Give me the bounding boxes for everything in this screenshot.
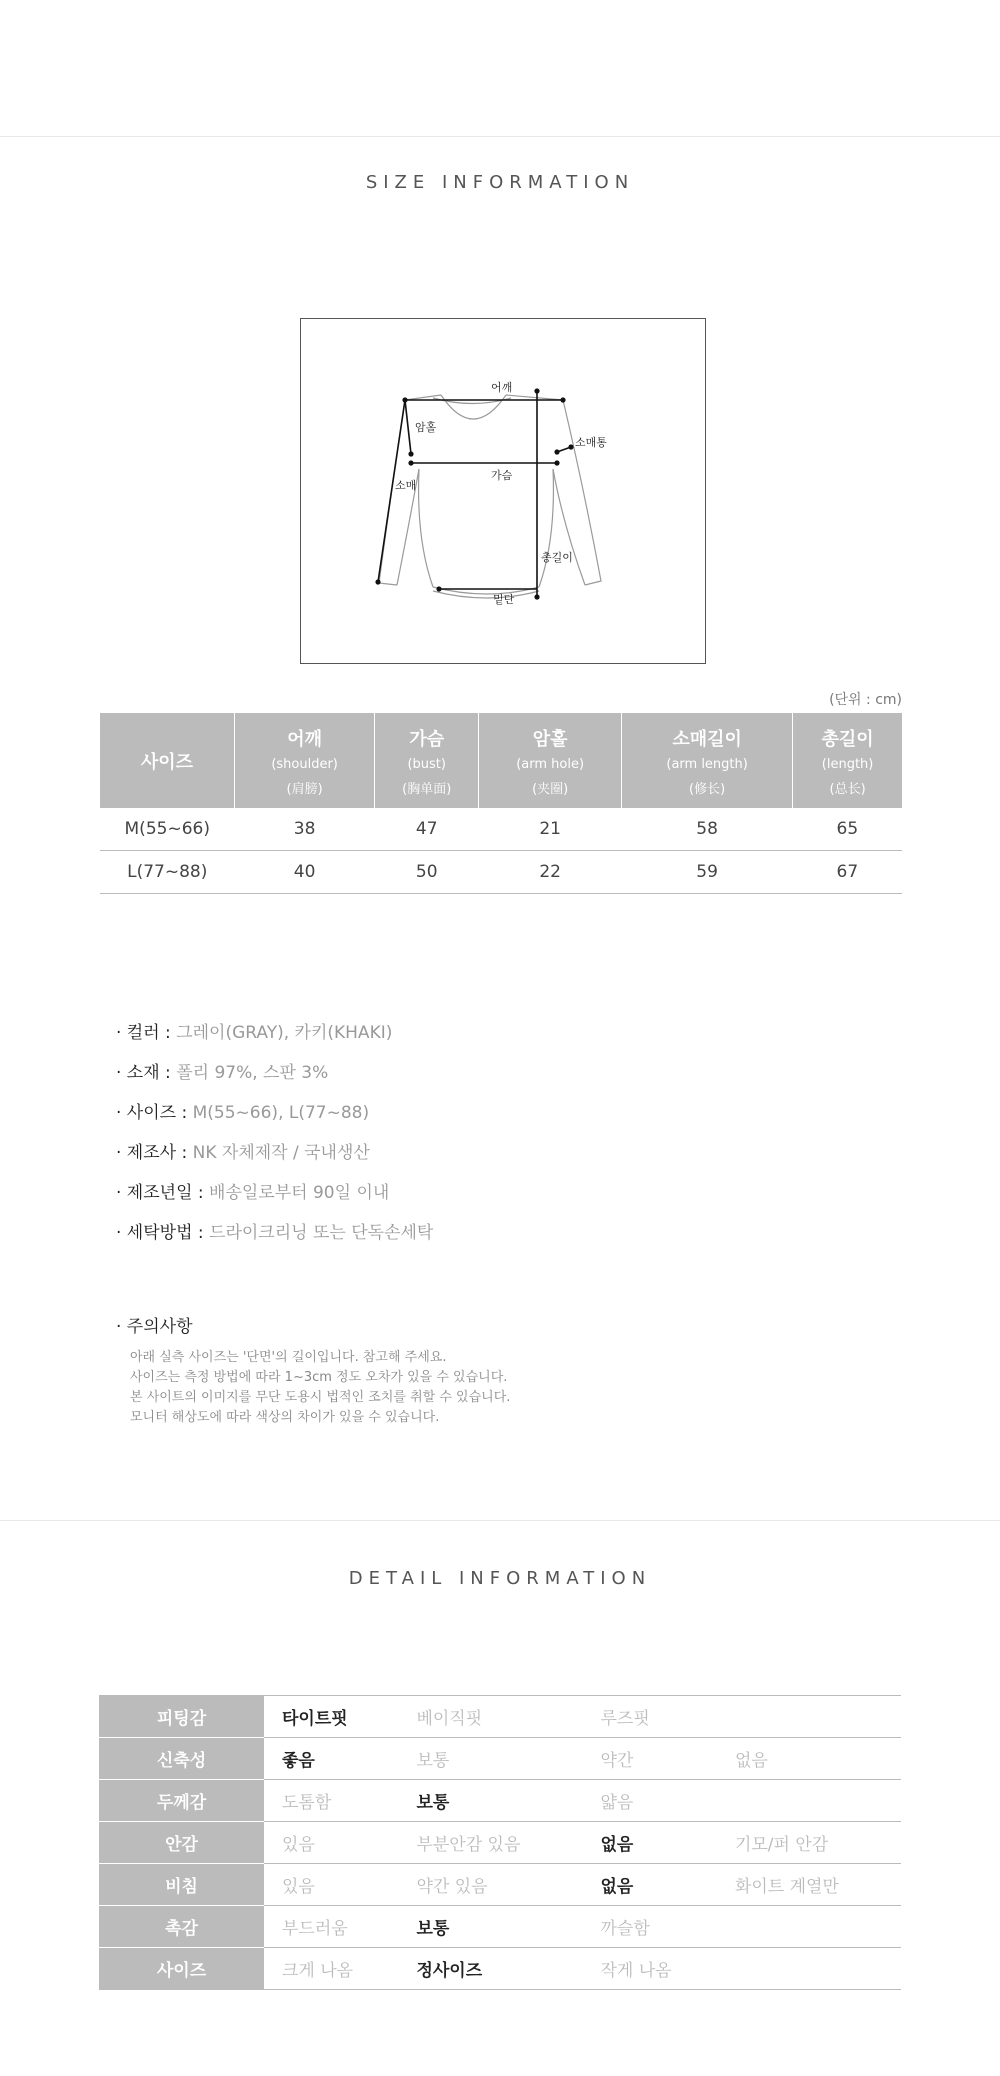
diagram-label-armhole: 암홀: [415, 421, 437, 434]
notes-title: · 주의사항: [116, 1317, 193, 1337]
detail-row: [99, 1780, 901, 1822]
detail-option: 도톰함: [264, 1780, 398, 1822]
diagram-label-bust: 가슴: [491, 469, 513, 482]
size-row-m: [100, 808, 902, 851]
detail-row: [99, 1696, 901, 1738]
detail-option: 얇음: [582, 1780, 716, 1822]
note-line: 사이즈는 측정 방법에 따라 1~3cm 정도 오차가 있을 수 있습니다.: [130, 1370, 508, 1385]
detail-row: [99, 1864, 901, 1906]
size-value: 21: [479, 808, 622, 851]
note-line: 본 사이트의 이미지를 무단 도용시 법적인 조치를 취할 수 있습니다.: [130, 1390, 511, 1405]
detail-row-label: 안감: [99, 1822, 264, 1864]
size-value: 59: [622, 851, 793, 894]
detail-option: 있음: [264, 1822, 398, 1864]
detail-option: 약간: [582, 1738, 716, 1780]
size-row-l: [100, 851, 902, 894]
size-value: 47: [375, 808, 479, 851]
size-value: 40: [235, 851, 375, 894]
detail-option: 크게 나옴: [264, 1948, 398, 1990]
detail-option: [717, 1906, 901, 1948]
detail-option: 루즈핏: [582, 1696, 716, 1738]
detail-option: [717, 1948, 901, 1990]
size-table: [100, 713, 902, 894]
size-table-header: [100, 713, 902, 808]
diagram-label-sleeve-opening: 소매통: [575, 436, 607, 449]
detail-row-label: 두께감: [99, 1780, 264, 1822]
detail-option-selected: 보통: [398, 1906, 582, 1948]
top-divider: [0, 136, 1000, 137]
note-line: 아래 실측 사이즈는 '단면'의 길이입니다. 참고해 주세요.: [130, 1350, 447, 1365]
middle-divider: [0, 1520, 1000, 1521]
info-manufacture-date: · 제조년일 : 배송일로부터 90일 이내: [116, 1183, 390, 1203]
size-value: 58: [622, 808, 793, 851]
detail-option-selected: 정사이즈: [398, 1948, 582, 1990]
size-name: L(77~88): [100, 851, 235, 894]
size-header-arm-length: 소매길이 (arm length) (修长): [622, 713, 793, 808]
size-value: 65: [793, 808, 902, 851]
detail-option-selected: 없음: [582, 1864, 716, 1906]
detail-option: 약간 있음: [398, 1864, 582, 1906]
detail-option-selected: 좋음: [264, 1738, 398, 1780]
detail-row-label: 사이즈: [99, 1948, 264, 1990]
size-value: 38: [235, 808, 375, 851]
detail-option: 화이트 계열만: [717, 1864, 901, 1906]
detail-row-label: 피팅감: [99, 1696, 264, 1738]
detail-option: 있음: [264, 1864, 398, 1906]
size-header-corner: 사이즈: [100, 713, 235, 808]
size-value: 22: [479, 851, 622, 894]
detail-section-title: DETAIL INFORMATION: [348, 1568, 652, 1589]
detail-option: 보통: [398, 1738, 582, 1780]
detail-row-label: 비침: [99, 1864, 264, 1906]
detail-option: 없음: [717, 1738, 901, 1780]
detail-option-selected: 없음: [582, 1822, 716, 1864]
size-value: 50: [375, 851, 479, 894]
detail-option: [717, 1696, 901, 1738]
detail-row: [99, 1738, 901, 1780]
detail-option: 부분안감 있음: [398, 1822, 582, 1864]
detail-row: [99, 1906, 901, 1948]
unit-label: (단위 : cm): [829, 692, 902, 708]
size-section-title: SIZE INFORMATION: [365, 172, 635, 193]
detail-option: 부드러움: [264, 1906, 398, 1948]
info-washing: · 세탁방법 : 드라이크리닝 또는 단독손세탁: [116, 1223, 434, 1243]
detail-row-label: 촉감: [99, 1906, 264, 1948]
size-header-shoulder: 어깨 (shoulder) (肩膀): [235, 713, 375, 808]
detail-option: 베이직핏: [398, 1696, 582, 1738]
detail-table: [99, 1695, 901, 1990]
detail-row: [99, 1948, 901, 1990]
size-header-length: 총길이 (length) (总长): [793, 713, 902, 808]
detail-row-label: 신축성: [99, 1738, 264, 1780]
detail-option: 작게 나옴: [582, 1948, 716, 1990]
info-manufacturer: · 제조사 : NK 자체제작 / 국내생산: [116, 1143, 370, 1163]
info-color: · 컬러 : 그레이(GRAY), 카키(KHAKI): [116, 1023, 393, 1043]
size-value: 67: [793, 851, 902, 894]
garment-outline-drawing: [301, 319, 707, 665]
detail-option: 까슬함: [582, 1906, 716, 1948]
diagram-label-shoulder: 어깨: [491, 381, 513, 394]
size-name: M(55~66): [100, 808, 235, 851]
size-header-armhole: 암홀 (arm hole) (夹圈): [479, 713, 622, 808]
detail-option: 기모/퍼 안감: [717, 1822, 901, 1864]
info-material: · 소재 : 폴리 97%, 스판 3%: [116, 1063, 329, 1083]
detail-option-selected: 보통: [398, 1780, 582, 1822]
diagram-label-sleeve: 소매: [395, 479, 417, 492]
note-line: 모니터 해상도에 따라 색상의 차이가 있을 수 있습니다.: [130, 1410, 440, 1425]
info-size: · 사이즈 : M(55~66), L(77~88): [116, 1103, 370, 1123]
diagram-label-length: 총길이: [541, 551, 573, 564]
detail-option: [717, 1780, 901, 1822]
garment-size-diagram: [300, 318, 706, 664]
detail-row: [99, 1822, 901, 1864]
diagram-label-hem: 밑단: [493, 593, 515, 606]
detail-option-selected: 타이트핏: [264, 1696, 398, 1738]
size-header-bust: 가슴 (bust) (胸单面): [375, 713, 479, 808]
